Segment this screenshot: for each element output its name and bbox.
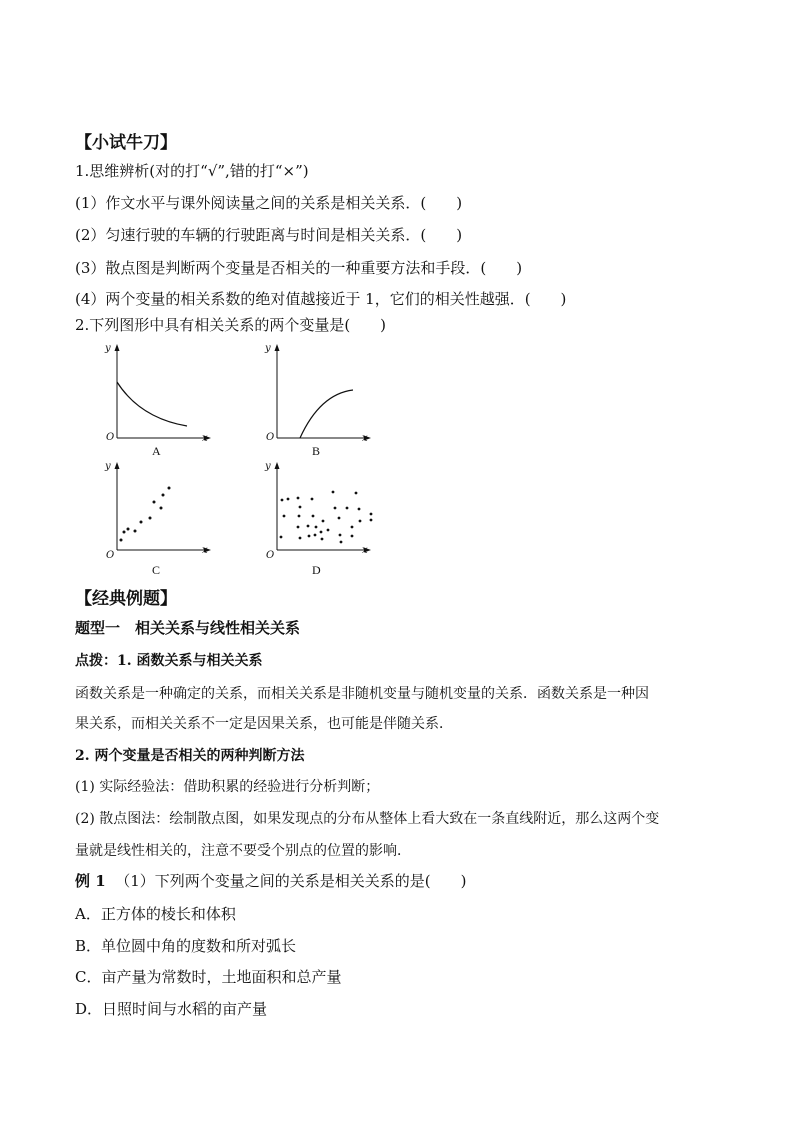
graph-d (255, 460, 385, 584)
method-1: (1) 实际经验法：借助积累的经验进行分析判断； (75, 779, 380, 795)
axis-y-label: y (105, 343, 111, 354)
example-1-label: 例 1 (75, 872, 106, 890)
graph-a-label: A (152, 444, 161, 458)
axis-y-label: y (265, 461, 271, 472)
axis-x-label: x (202, 545, 208, 556)
graph-c-label: C (152, 563, 161, 577)
axis-x-label: x (362, 545, 368, 556)
axis-x-label: x (202, 433, 208, 444)
scatter-points-random (280, 491, 373, 544)
question-1-stem: 1.思维辨析(对的打“√”,错的打“×”) (75, 162, 309, 180)
axis-y-label: y (265, 343, 271, 354)
scatter-points-linear (120, 487, 171, 542)
tip-paragraph-line-1: 函数关系是一种确定的关系，而相关关系是非随机变量与随机变量的关系．函数关系是一种因 (75, 686, 649, 702)
example-1-option-a: A．正方体的棱长和体积 (75, 905, 236, 923)
section-title-examples: 【经典例题】 (75, 589, 177, 609)
example-1-option-d: D．日照时间与水稻的亩产量 (75, 1000, 268, 1018)
example-1-stem: （1）下列两个变量之间的关系是相关关系的是( ) (115, 872, 467, 890)
question-1-item-2: (2）匀速行驶的车辆的行驶距离与时间是相关关系．( ) (75, 226, 463, 244)
axis-x-label: x (362, 433, 368, 444)
origin-label: O (106, 550, 115, 561)
graph-d-label: D (312, 563, 321, 577)
example-1-option-c: C．亩产量为常数时，土地面积和总产量 (75, 968, 342, 986)
origin-label: O (266, 432, 275, 443)
axis-y-label: y (105, 461, 111, 472)
method-2-line-2: 量就是线性相关的，注意不要受个别点的位置的影响． (75, 843, 411, 859)
graph-c (95, 460, 225, 584)
example-1 (75, 870, 466, 891)
question-1-item-1: (1）作文水平与课外阅读量之间的关系是相关关系．( ) (75, 194, 463, 212)
tip-paragraph-line-2: 果关系，而相关关系不一定是因果关系，也可能是伴随关系． (75, 716, 453, 732)
example-1-option-b: B．单位圆中角的度数和所对弧长 (75, 937, 297, 955)
graph-b-label: B (312, 444, 321, 458)
graph-a (95, 342, 225, 466)
origin-label: O (266, 550, 275, 561)
tip-heading-2: 2. 两个变量是否相关的两种判断方法 (75, 748, 305, 764)
method-2-line-1: (2) 散点图法：绘制散点图，如果发现点的分布从整体上看大致在一条直线附近，那么这两个变 (75, 811, 660, 827)
section-title-practice: 【小试牛刀】 (75, 133, 177, 153)
origin-label: O (106, 432, 115, 443)
question-1-item-4: (4）两个变量的相关系数的绝对值越接近于 1，它们的相关性越强．( ) (75, 290, 567, 308)
tip-heading: 点拨：1. 函数关系与相关关系 (75, 653, 263, 669)
graph-b (255, 342, 385, 466)
increasing-curve (300, 390, 353, 438)
type-1-title: 题型一 相关关系与线性相关关系 (75, 619, 301, 637)
decreasing-curve (117, 382, 187, 426)
question-2-stem: 2.下列图形中具有相关关系的两个变量是( ) (75, 316, 387, 334)
question-1-item-3: (3）散点图是判断两个变量是否相关的一种重要方法和手段．( ) (75, 259, 523, 277)
